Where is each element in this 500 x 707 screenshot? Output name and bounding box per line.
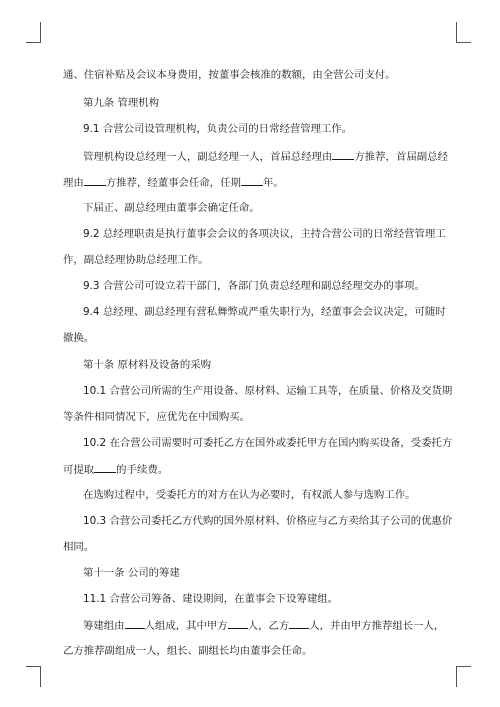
text-run: 人，并由甲方推荐组长一人， [309,620,445,632]
clause-9-3: 9.3 合营公司可设立若干部门，各部门负责总经理和副总经理交办的事项。 [83,280,425,292]
crop-mark-bottom-left [26,666,41,687]
clause-10-1: 10.1 合营公司所需的生产用设备、原材料、运输工具等，在质量、价格及交货期 [83,385,453,397]
paragraph-line: 等条件相同情况下，应优先在中国购买。 [63,411,251,423]
fill-blank[interactable] [289,618,309,629]
text-run: 人组成，其中甲方 [144,620,228,632]
text-run: 理由 [63,177,84,189]
fill-blank[interactable] [84,175,106,186]
paragraph-line: 作，副总经理协助总经理工作。 [63,254,209,266]
section-heading-10: 第十条 原材料及设备的采购 [83,359,211,371]
text-run: 管理机构设总经理一人，副总经理一人，首届总经理由 [83,151,333,163]
text-run: 筹建组由 [83,620,125,632]
clause-9-2: 9.2 总经理职责是执行董事会会议的各项决议，主持合营公司的日常经营管理工 [83,228,446,240]
paragraph-line: 通、住宿补贴及会议本身费用，按董事会核准的数额，由全营公司支付。 [63,69,396,81]
paragraph-line: 撤换。 [63,332,95,344]
text-run: 人，乙方 [247,620,290,632]
crop-mark-top-right [456,22,471,43]
section-heading-9: 第九条 管理机构 [83,97,160,109]
paragraph-line [83,618,444,633]
clause-10-2: 10.2 在合营公司需要时可委托乙方在国外或委托甲方在国内购买设备，受委托方 [83,437,453,449]
text-run: 年。 [262,177,284,189]
clause-11-1: 11.1 合营公司筹备、建设期间，在董事会下设筹建组。 [83,593,339,605]
clause-9-1: 9.1 合营公司设管理机构，负责公司的日常经营管理工作。 [83,123,353,135]
paragraph-line [63,175,284,190]
paragraph-line: 相同。 [63,541,95,553]
text-run: 方推荐，经董事会任命，任期 [105,177,241,189]
paragraph-line [83,149,448,164]
text-run: 可提取 [63,464,95,476]
clause-9-4: 9.4 总经理、副总经理有营私舞弊或严重失职行为，经董事会会议决定，可随时 [83,306,446,318]
fill-blank[interactable] [241,175,263,186]
text-run: 方推荐，首届副总经 [354,151,448,163]
section-heading-11: 第十一条 公司的筹建 [83,567,180,579]
fill-blank[interactable] [228,618,248,629]
paragraph-line: 在选购过程中，受委托方的对方在认为必要时，有权派人参与选购工作。 [83,489,416,501]
paragraph-line: 乙方推荐副组成一人，组长、副组长均由董事会任命。 [63,645,313,657]
fill-blank[interactable] [332,149,354,160]
clause-10-3: 10.3 合营公司委托乙方代购的国外原材料、价格应与乙方卖给其子公司的优惠价 [83,515,453,527]
text-run: 的手续费。 [116,464,169,476]
fill-blank[interactable] [125,618,145,629]
paragraph-line [63,462,168,477]
crop-mark-bottom-right [456,666,471,687]
crop-mark-top-left [26,22,41,43]
fill-blank[interactable] [94,462,116,473]
paragraph-line: 下届正、副总经理由董事会确定任命。 [83,202,260,214]
